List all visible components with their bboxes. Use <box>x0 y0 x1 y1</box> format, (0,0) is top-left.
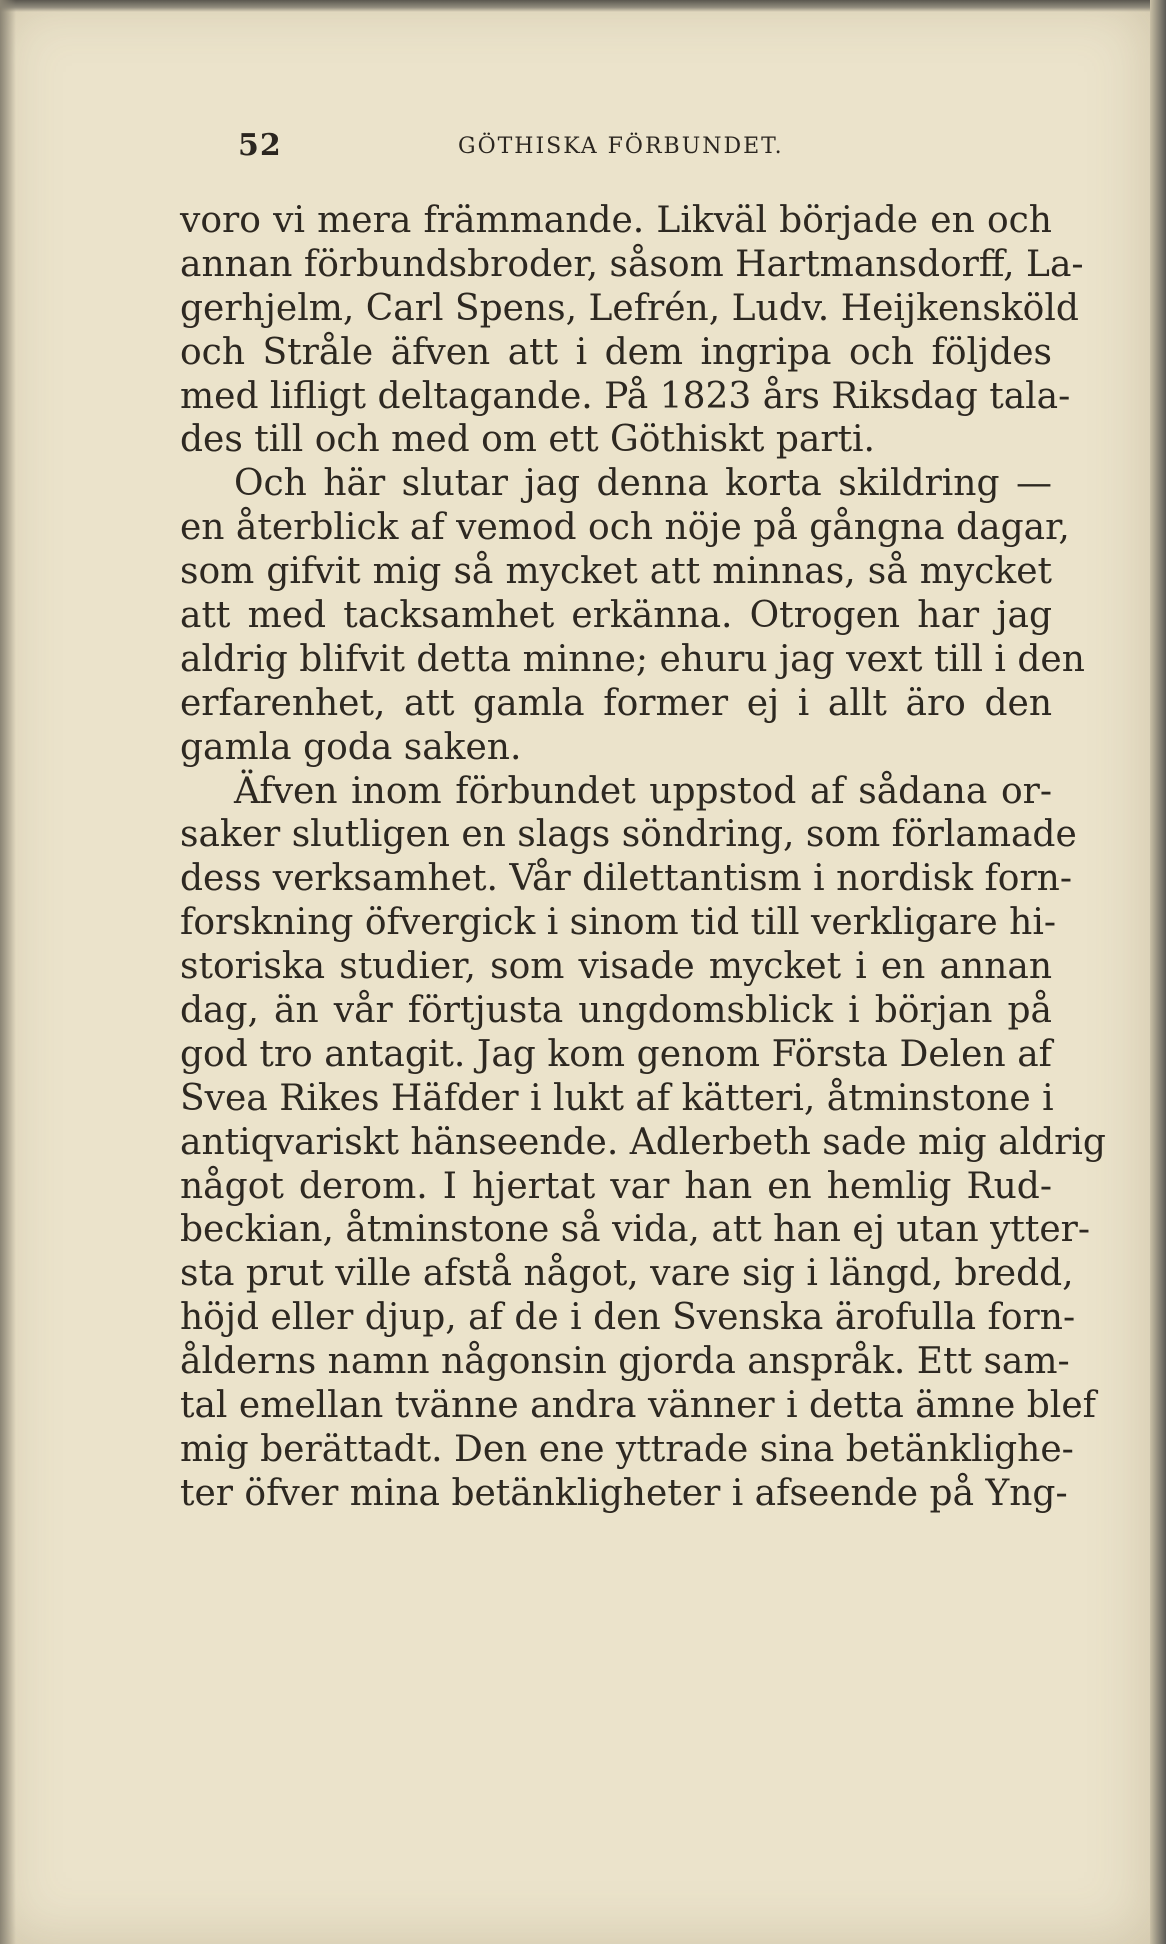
text-line: gamla goda saken. <box>180 726 522 768</box>
text-line: mig berättadt. Den ene yttrade sina betänklighe- <box>180 1428 1074 1470</box>
text-line: beckian, åtminstone så vida, att han ej utan ytter- <box>180 1209 1091 1251</box>
text-line: des till och med om ett Göthiskt parti. <box>180 419 875 461</box>
text-line: aldrig blifvit detta minne; ehuru jag vext till i den <box>180 638 1085 680</box>
page-number: 52 <box>238 128 282 163</box>
text-line: dag, än vår förtjusta ungdomsblick i början på <box>180 990 1052 1032</box>
text-line: att med tacksamhet erkänna. Otrogen har jag <box>180 595 1052 637</box>
text-line: erfarenhet, att gamla former ej i allt äro den <box>180 682 1052 724</box>
text-line: voro vi mera främmande. Likväl började en och <box>180 200 1052 241</box>
text-line: något derom. I hjertat var han en hemlig Rud- <box>180 1165 1052 1207</box>
text-line: höjd eller djup, af de i den Svenska ärofulla forn- <box>180 1297 1076 1339</box>
text-line: och Stråle äfven att i dem ingripa och följdes <box>180 331 1052 373</box>
text-line: tal emellan tvänne andra vänner i detta ämne blef <box>180 1385 1096 1427</box>
text-line: saker slutligen en slags söndring, som förlamade <box>180 814 1077 856</box>
text-line: med lifligt deltagande. På 1823 års Riksdag tala- <box>180 375 1071 417</box>
text-line: Äfven inom förbundet uppstod af sådana or- <box>234 770 1052 812</box>
spine-shadow <box>0 0 16 1944</box>
text-line: dess verksamhet. Vår dilettantism i nordisk forn- <box>180 858 1073 900</box>
text-line: en återblick af vemod och nöje på gångna dagar, <box>180 507 1070 549</box>
page-right-edge <box>1150 0 1166 1944</box>
text-line: gerhjelm, Carl Spens, Lefrén, Ludv. Heijkensköld <box>180 287 1079 329</box>
text-line: ålderns namn någonsin gjorda anspråk. Ett sam- <box>180 1341 1070 1383</box>
page-top-edge <box>0 0 1166 12</box>
text-line: antiqvariskt hänseende. Adlerbeth sade mig aldrig <box>180 1121 1106 1163</box>
text-line: storiska studier, som visade mycket i en annan <box>180 946 1052 988</box>
running-title: GÖTHISKA FÖRBUNDET. <box>458 134 784 159</box>
text-line: ter öfver mina betänkligheter i afseende på Yng- <box>180 1472 1068 1514</box>
text-line: sta prut ville afstå något, vare sig i längd, bredd, <box>180 1253 1074 1295</box>
running-head <box>238 128 938 168</box>
text-line: annan förbundsbroder, såsom Hartmansdorff, La- <box>180 243 1084 285</box>
text-line: god tro antagit. Jag kom genom Första Delen af <box>180 1033 1052 1075</box>
text-line: forskning öfvergick i sinom tid till verkligare hi- <box>180 902 1057 944</box>
text-line: som gifvit mig så mycket att minnas, så mycket <box>180 551 1052 593</box>
body-text <box>180 199 1106 1516</box>
text-line: Svea Rikes Häfder i lukt af kätteri, åtminstone i <box>180 1077 1054 1119</box>
text-line: Och här slutar jag denna korta skildring — <box>234 463 1052 505</box>
